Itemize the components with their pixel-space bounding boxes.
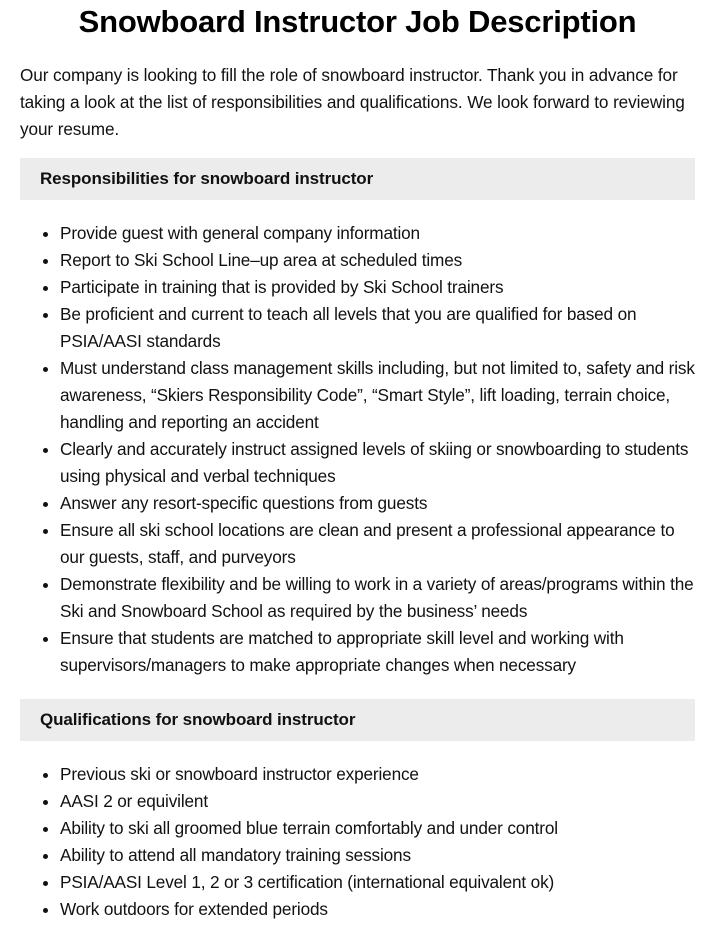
list-item [40,761,695,788]
list-item-text: Provide guest with general company information [60,223,420,243]
list-item [40,896,695,923]
page-title: Snowboard Instructor Job Description [78,4,637,39]
list-item-text: Work outdoors for extended periods [60,899,328,919]
bullet-icon [43,854,48,859]
bullet-icon [43,583,48,588]
bullet-icon [43,259,48,264]
list-item [40,625,695,679]
bullet-icon [43,448,48,453]
bullet-icon [43,313,48,318]
list-item [40,517,695,571]
list-item [40,788,695,815]
responsibilities-list [20,220,695,679]
list-item [40,815,695,842]
list-item [40,869,695,896]
list-item-text: Demonstrate flexibility and be willing to work in a variety of areas/programs within the Ski and Snowboard School as required by the business’ needs [60,574,694,621]
list-item-text: Be proficient and current to teach all levels that you are qualified for based on PSIA/AASI standards [60,304,637,351]
list-item-text: Ensure that students are matched to appropriate skill level and working with supervisors/managers to make appropriate changes when necessary [60,628,624,675]
qualifications-list [20,761,695,923]
list-item-text: Participate in training that is provided by Ski School trainers [60,277,504,297]
bullet-icon [43,800,48,805]
bullet-icon [43,367,48,372]
bullet-icon [43,773,48,778]
bullet-icon [43,908,48,913]
list-item [40,436,695,490]
responsibilities-header: Responsibilities for snowboard instructor [20,158,695,200]
list-item-text: Clearly and accurately instruct assigned levels of skiing or snowboarding to students using physical and verbal techniques [60,439,689,486]
bullet-icon [43,232,48,237]
bullet-icon [43,529,48,534]
list-item [40,490,695,517]
list-item [40,842,695,869]
list-item-text: Ability to ski all groomed blue terrain comfortably and under control [60,818,558,838]
bullet-icon [43,827,48,832]
intro-paragraph: Our company is looking to fill the role of snowboard instructor. Thank you in advance for taking a look at the list of responsibilities and qualifications. We look forward to reviewing your resume. [20,65,685,139]
list-item [40,355,695,436]
bullet-icon [43,637,48,642]
list-item [40,301,695,355]
list-item-text: Previous ski or snowboard instructor experience [60,764,419,784]
bullet-icon [43,881,48,886]
qualifications-header: Qualifications for snowboard instructor [20,699,695,741]
list-item [40,571,695,625]
list-item-text: PSIA/AASI Level 1, 2 or 3 certification (international equivalent ok) [60,872,555,892]
bullet-icon [43,502,48,507]
list-item-text: AASI 2 or equivilent [60,791,208,811]
list-item [40,220,695,247]
list-item-text: Ability to attend all mandatory training sessions [60,845,411,865]
bullet-icon [43,286,48,291]
list-item-text: Must understand class management skills including, but not limited to, safety and risk awareness, “Skiers Responsibility Code”, “Smart Style”, lift loading, terrain choice, handling and reporting an accident [60,358,695,432]
list-item-text: Answer any resort-specific questions from guests [60,493,428,513]
list-item-text: Ensure all ski school locations are clean and present a professional appearance to our guests, staff, and purveyors [60,520,675,567]
list-item-text: Report to Ski School Line–up area at scheduled times [60,250,463,270]
list-item [40,247,695,274]
list-item [40,274,695,301]
